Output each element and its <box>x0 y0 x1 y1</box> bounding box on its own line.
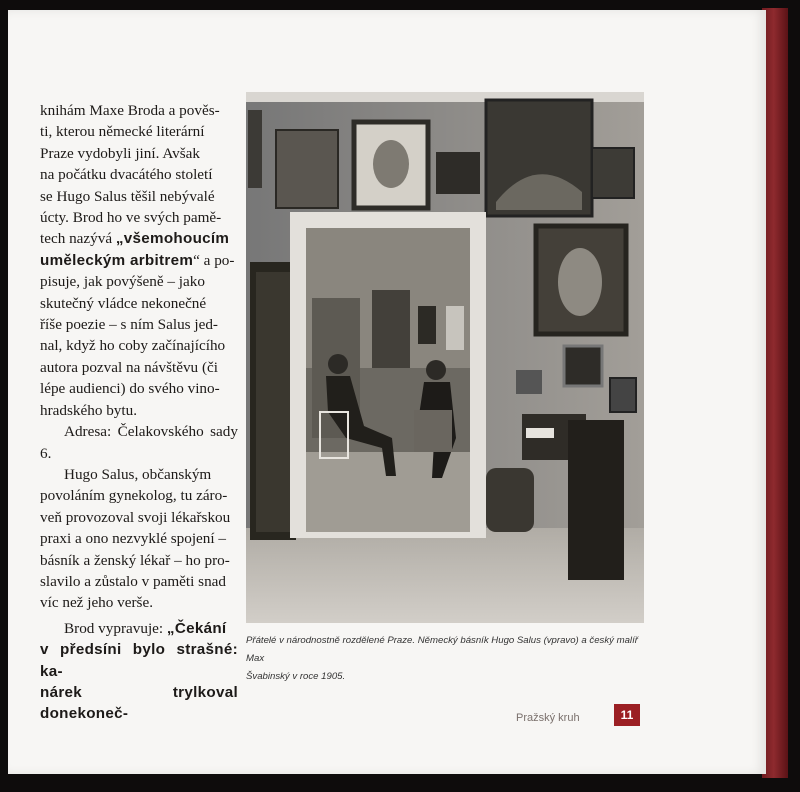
text-line: ti, kterou německé literární <box>40 123 205 141</box>
text-line: víc než jeho verše. <box>40 594 154 612</box>
running-footer-title: Pražský kruh <box>516 712 580 724</box>
text-line: úcty. Brod ho ve svých pamě- <box>40 209 222 227</box>
emphasis-quote: „Čekání <box>166 619 227 637</box>
emphasis-quote: „všemohoucím <box>115 230 230 248</box>
photo-illustration <box>246 92 644 623</box>
emphasis-quote: v předsíni bylo strašné: ka- <box>40 641 238 680</box>
emphasis-quote: nárek trylkoval donekoneč- <box>40 683 238 723</box>
paragraph-4 <box>40 618 238 725</box>
text-line: lépe audienci) do svého vino- <box>40 380 220 398</box>
paragraph-3 <box>40 464 238 614</box>
historical-photograph <box>246 92 644 623</box>
page-number-badge: 11 <box>614 704 640 726</box>
text-line: knihám Maxe Broda a pověs- <box>40 102 220 119</box>
text-line: Brod vypravuje: <box>64 619 164 637</box>
text-line: Praze vydobyli jiní. Avšak <box>40 144 201 162</box>
text-line: slavilo a zůstalo v paměti snad <box>40 572 227 590</box>
caption-line: Přátelé v národnostně rozdělené Praze. Německý básník Hugo Salus (vpravo) a český malíř Max <box>246 635 638 664</box>
text-line: Hugo Salus, občanským <box>64 465 212 483</box>
text-line: hradského bytu. <box>40 401 138 419</box>
emphasis-quote: uměleckým arbitrem <box>40 251 194 269</box>
text-line: na počátku dvacátého století <box>40 166 213 184</box>
text-line: skutečný vládce nekonečné <box>40 294 207 312</box>
body-text <box>40 100 238 725</box>
text-line: praxi a ono nezvyklé spojení – <box>40 530 226 548</box>
paragraph-1 <box>40 100 238 421</box>
photo-caption <box>246 632 646 686</box>
text-line: se Hugo Salus těšil nebývalé <box>40 187 215 205</box>
text-line: říše poezie – s ním Salus jed- <box>40 316 218 334</box>
text-line: pisuje, jak povýšeně – jako <box>40 273 205 291</box>
paragraph-address: Adresa: Čelakovského sady 6. <box>40 423 238 462</box>
text-line: povoláním gynekolog, tu záro- <box>40 487 228 505</box>
caption-line: Švabinský v roce 1905. <box>246 671 346 682</box>
text-line: autora pozval na návštěvu (či <box>40 358 218 376</box>
text-line: tech nazývá <box>40 230 113 248</box>
text-line: básník a ženský lékař – ho pro- <box>40 551 230 569</box>
text-line: nal, když ho coby začínajícího <box>40 337 226 355</box>
text-line: veň provozoval svoji lékařskou <box>40 508 231 526</box>
text-line: “ a po- <box>193 251 235 269</box>
